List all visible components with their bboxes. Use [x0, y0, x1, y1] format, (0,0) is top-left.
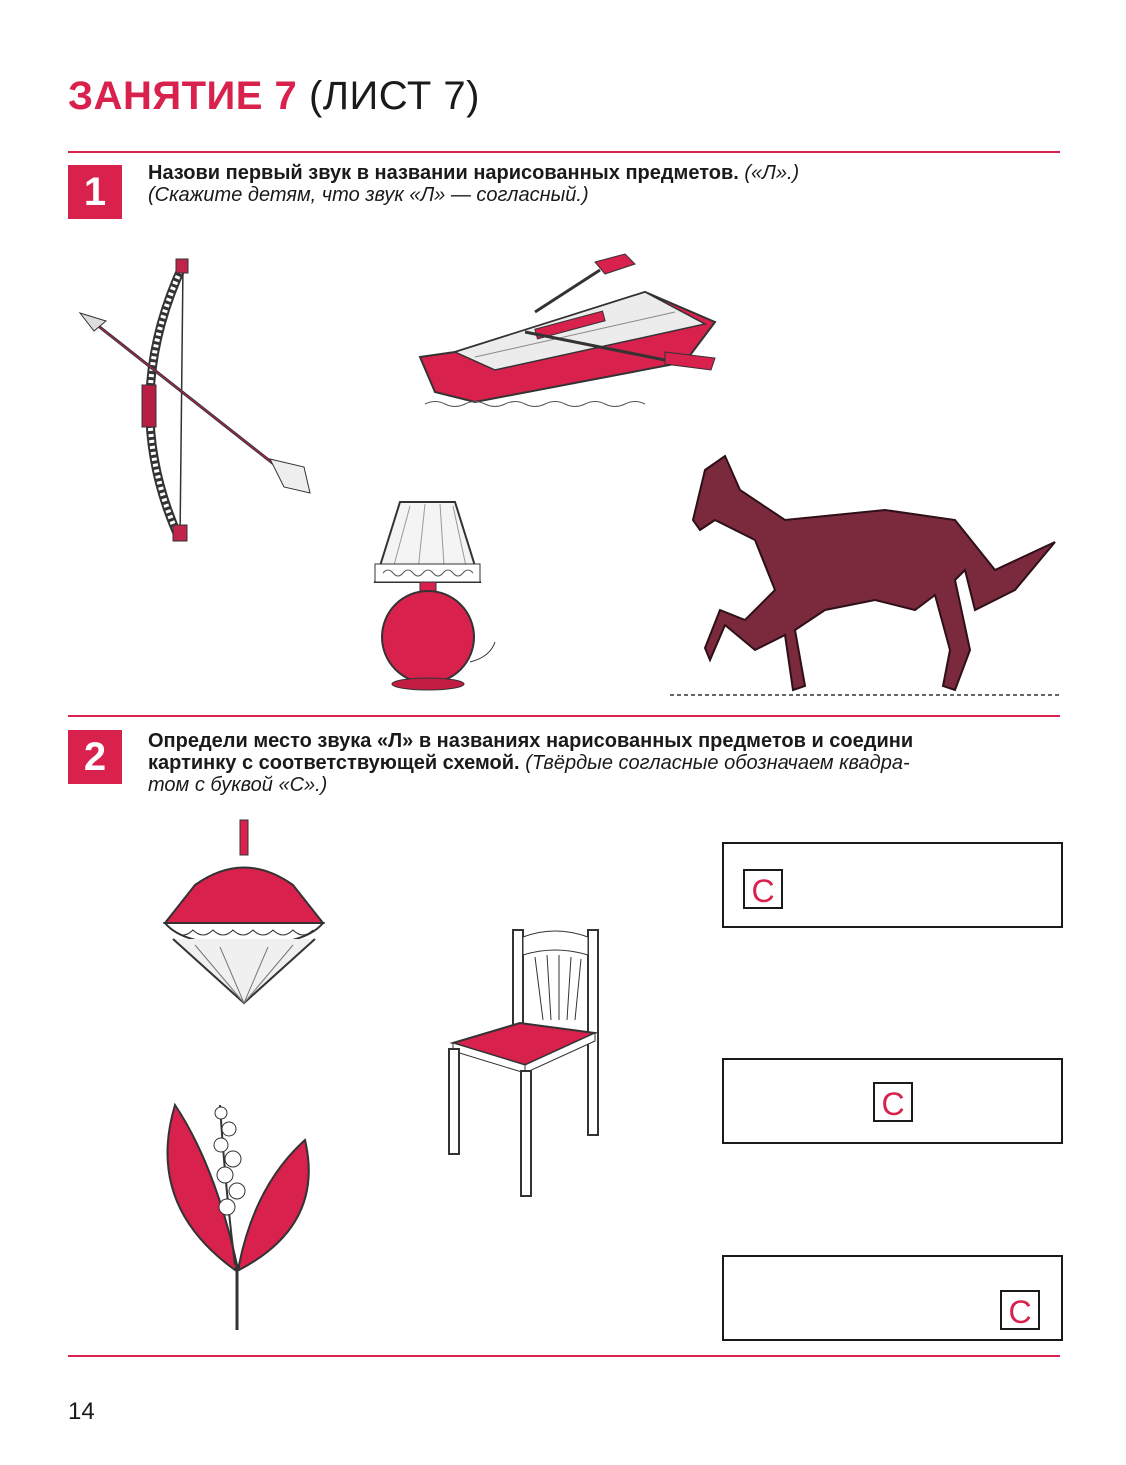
scheme-start-consonant: С — [743, 869, 783, 909]
footer-rule — [68, 1355, 1060, 1357]
task2-instruction-line2: картинку с соответствующей схемой. — [148, 752, 520, 774]
scheme-end-consonant: С — [1000, 1290, 1040, 1330]
task1-instruction: Назови первый звук в названии нарисованных предметов. — [148, 162, 739, 184]
bow-arrow-illustration — [78, 255, 328, 550]
sheet-label: (ЛИСТ 7) — [308, 74, 480, 118]
scheme-middle[interactable] — [722, 1058, 1063, 1144]
chair-illustration — [425, 925, 605, 1200]
boat-illustration — [415, 252, 725, 422]
task1-answer: («Л».) — [744, 162, 800, 184]
lesson-title: ЗАНЯТИЕ 7 — [68, 74, 298, 118]
lily-illustration — [155, 1095, 325, 1335]
task2-number: 2 — [68, 730, 122, 784]
task1-text — [148, 162, 1048, 206]
task2-instruction-line1: Определи место звука «Л» в названиях нарисованных предметов и соедини — [148, 730, 914, 752]
scheme-middle-consonant: С — [873, 1082, 913, 1122]
page-title — [68, 74, 480, 119]
horse-illustration — [665, 450, 1065, 700]
page-number: 14 — [68, 1398, 95, 1425]
scheme-end[interactable] — [722, 1255, 1063, 1341]
task1-number: 1 — [68, 165, 122, 219]
task2-top-rule — [68, 715, 1060, 717]
spinning-top-illustration — [155, 815, 335, 1015]
task1-note: (Скажите детям, что звук «Л» — согласный.) — [148, 184, 589, 206]
scheme-start[interactable] — [722, 842, 1063, 928]
task2-note-line2: (Твёрдые согласные обозначаем квадра- — [525, 752, 910, 774]
lamp-illustration — [365, 492, 505, 692]
task2-text — [148, 730, 1068, 796]
task1-top-rule — [68, 151, 1060, 153]
task2-note-line3: том с буквой «С».) — [148, 774, 328, 796]
